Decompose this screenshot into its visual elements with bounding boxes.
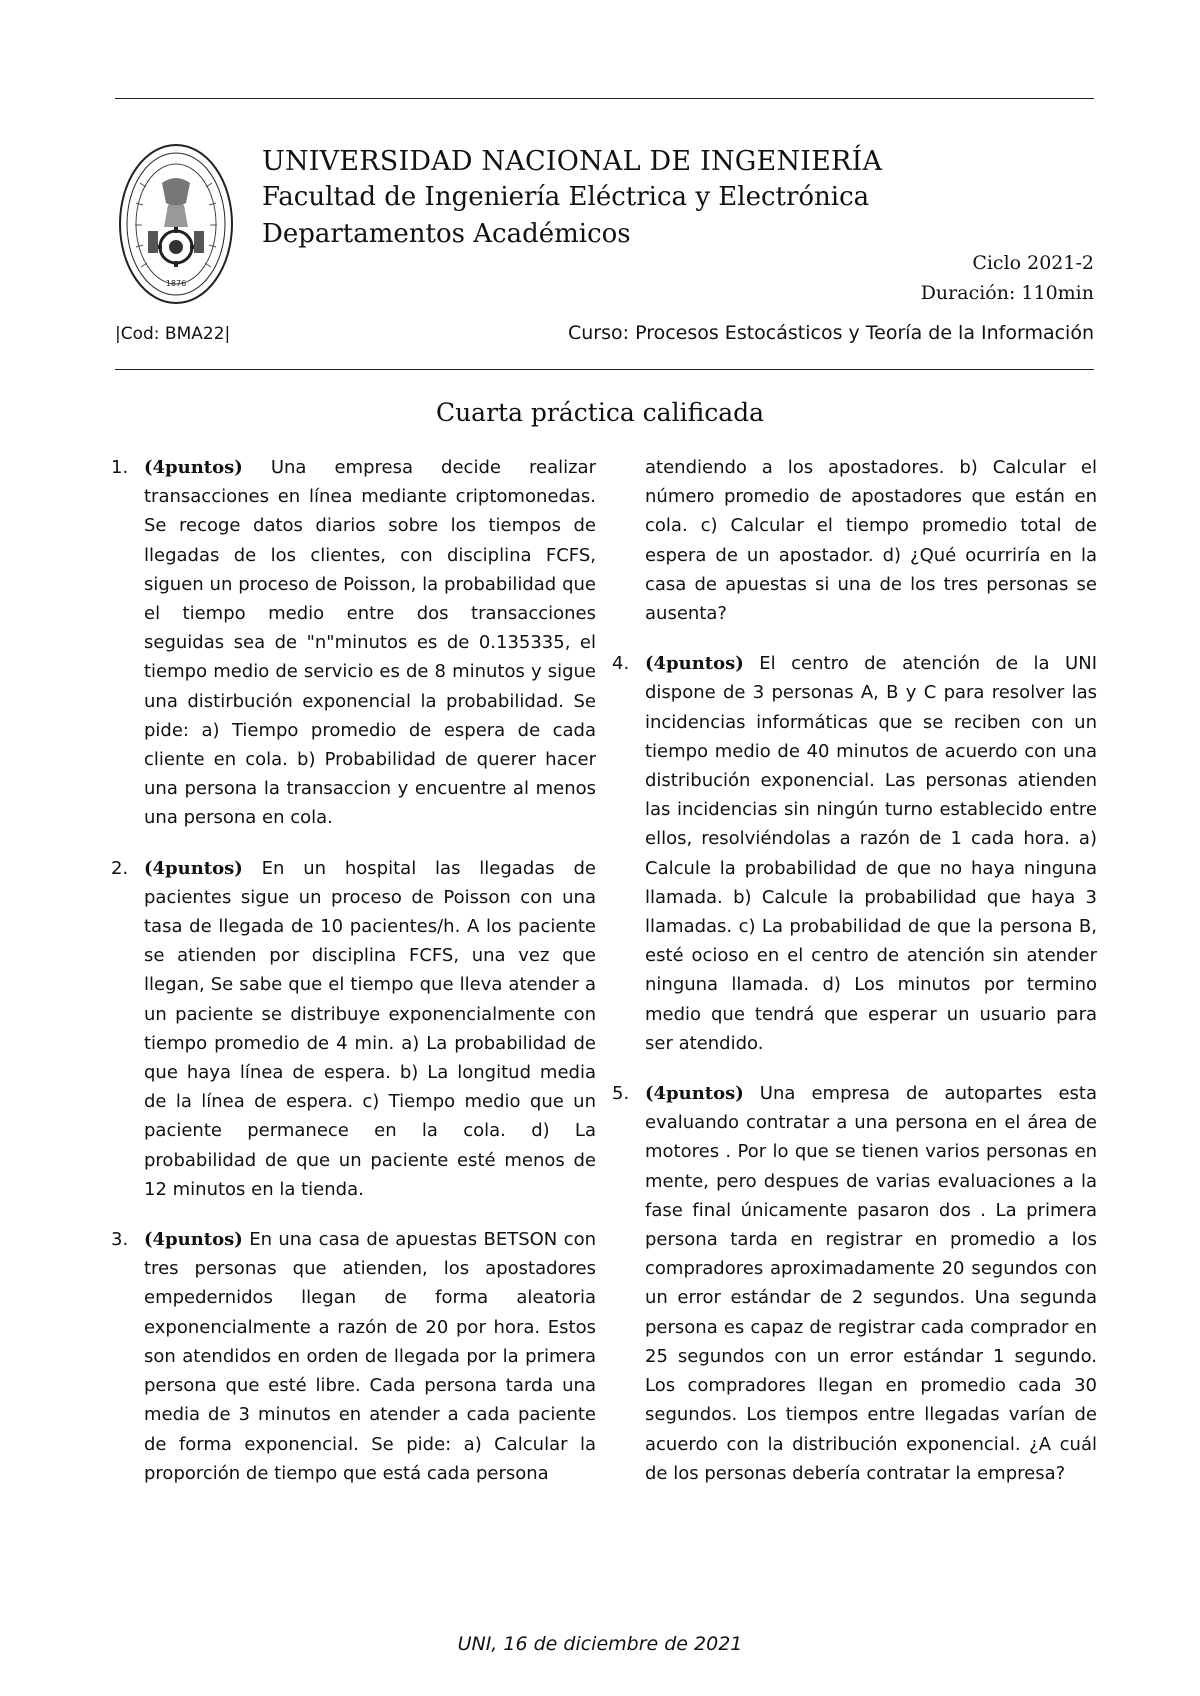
question-number: 1. — [111, 457, 129, 478]
question-points: (4puntos) — [144, 1229, 243, 1251]
question-number: 2. — [111, 857, 129, 879]
faculty-name: Facultad de Ingeniería Eléctrica y Electrónica — [262, 182, 870, 212]
question-3 — [111, 1225, 596, 1488]
cycle-label: Ciclo 2021-2 — [972, 252, 1094, 274]
right-column — [612, 453, 1097, 1509]
university-name: UNIVERSIDAD NACIONAL DE INGENIERÍA — [262, 146, 883, 177]
seal-year: 1876 — [165, 279, 187, 288]
question-points: (4puntos) — [144, 457, 243, 478]
question-number: 5. — [612, 1083, 630, 1105]
footer-date: UNI, 16 de diciembre de 2021 — [457, 1633, 743, 1655]
question-number: 3. — [111, 1229, 129, 1251]
question-text: En un hospital las llegadas de pacientes sigue un proceso de Poisson con una tasa de llegada de 10 pacientes/h. A los paciente se atienden por disciplina FCFS, una vez que llegan, Se sabe que el tiempo que lleva atender a un paciente se distribuye exponencialmente con tiempo promedio de 4 min. a) La probabilidad de que haya línea de espera. b) La longitud media de la línea de espera. c) Tiempo medio que un paciente permanece en la cola. d) La probabilidad de que un paciente esté menos de 12 minutos en la tienda. — [144, 857, 596, 1200]
exam-title: Cuarta práctica calificada — [435, 398, 765, 427]
question-points: (4puntos) — [144, 857, 243, 879]
question-4 — [612, 649, 1097, 1058]
top-rule — [115, 98, 1094, 99]
question-5 — [612, 1079, 1097, 1488]
question-text: Una empresa decide realizar transacciones en línea mediante criptomonedas. Se recoge datos diarios sobre los tiempos de llegadas de los clientes, con disciplina FCFS, siguen un proceso de Poisson, la probabilidad que el tiempo medio entre dos transacciones seguidas sea de "n"minutos es de 0.135335, el tiempo medio de servicio es de 8 minutos y sigue una distirbución exponencial la probabilidad. Se pide: a) Tiempo promedio de espera de cada cliente en cola. b) Probabilidad de querer hacer una persona la transaccion y encuentre al menos una persona en cola. — [144, 457, 596, 829]
question-text: El centro de atención de la UNI dispone de 3 personas A, B y C para resolver las incidencias informáticas que se reciben con un tiempo medio de 40 minutos de acuerdo con una distribución exponencial. Las personas atienden las incidencias sin ningún turno establecido entre ellos, resolviéndolas a razón de 1 cada hora. a) Calcule la probabilidad de que no haya ninguna llamada. b) Calcule la probabilidad que haya 3 llamadas. c) La probabilidad de que la persona B, esté ocioso en el centro de atención sin atender ninguna llamada. d) Los minutos por termino medio que tendrá que esperar un usuario para ser atendido. — [645, 653, 1097, 1054]
university-seal-logo — [118, 143, 234, 305]
question-1 — [111, 453, 596, 833]
question-points: (4puntos) — [645, 1083, 744, 1105]
question-3-continuation: atendiendo a los apostadores. b) Calcular el número promedio de apostadores que están en cola. c) Calcular el tiempo promedio total de espera de un apostador. d) ¿Qué ocurriría en la casa de apuestas si una de los tres personas se ausenta? — [645, 457, 1097, 625]
question-number: 4. — [612, 653, 630, 675]
course-name: Curso: Procesos Estocásticos y Teoría de la Información — [567, 322, 1094, 344]
left-column — [111, 453, 596, 1509]
header-bottom-rule — [115, 369, 1094, 370]
question-points: (4puntos) — [645, 653, 744, 675]
question-2 — [111, 854, 596, 1204]
question-text: Una empresa de autopartes esta evaluando contratar a una persona en el área de motores . Por lo que se tienen varios personas en mente, pero despues de varias evaluaciones a la fase final únicamente pasaron dos . La primera persona tarda en registrar en promedio a los compradores aproximadamente 20 segundos con un error estándar de 2 segundos. Una segunda persona es capaz de registrar cada comprador en 25 segundos con un error estándar 1 segundo. Los compradores llegan en promedio cada 30 segundos. Los tiempos entre llegadas varían de acuerdo con la distribución exponencial. ¿A cuál de los personas debería contratar la empresa? — [645, 1083, 1097, 1484]
department-name: Departamentos Académicos — [262, 219, 631, 249]
duration-label: Duración: 110min — [920, 282, 1094, 304]
question-text: En una casa de apuestas BETSON con tres personas que atienden, los apostadores empedernidos llegan de forma aleatoria exponencialmente a razón de 20 por hora. Estos son atendidos en orden de llegada por la primera persona que esté libre. Cada persona tarda una media de 3 minutos en atender a cada paciente de forma exponencial. Se pide: a) Calcular la proporción de tiempo que está cada persona — [144, 1229, 596, 1484]
course-code: |Cod: BMA22| — [115, 324, 231, 344]
